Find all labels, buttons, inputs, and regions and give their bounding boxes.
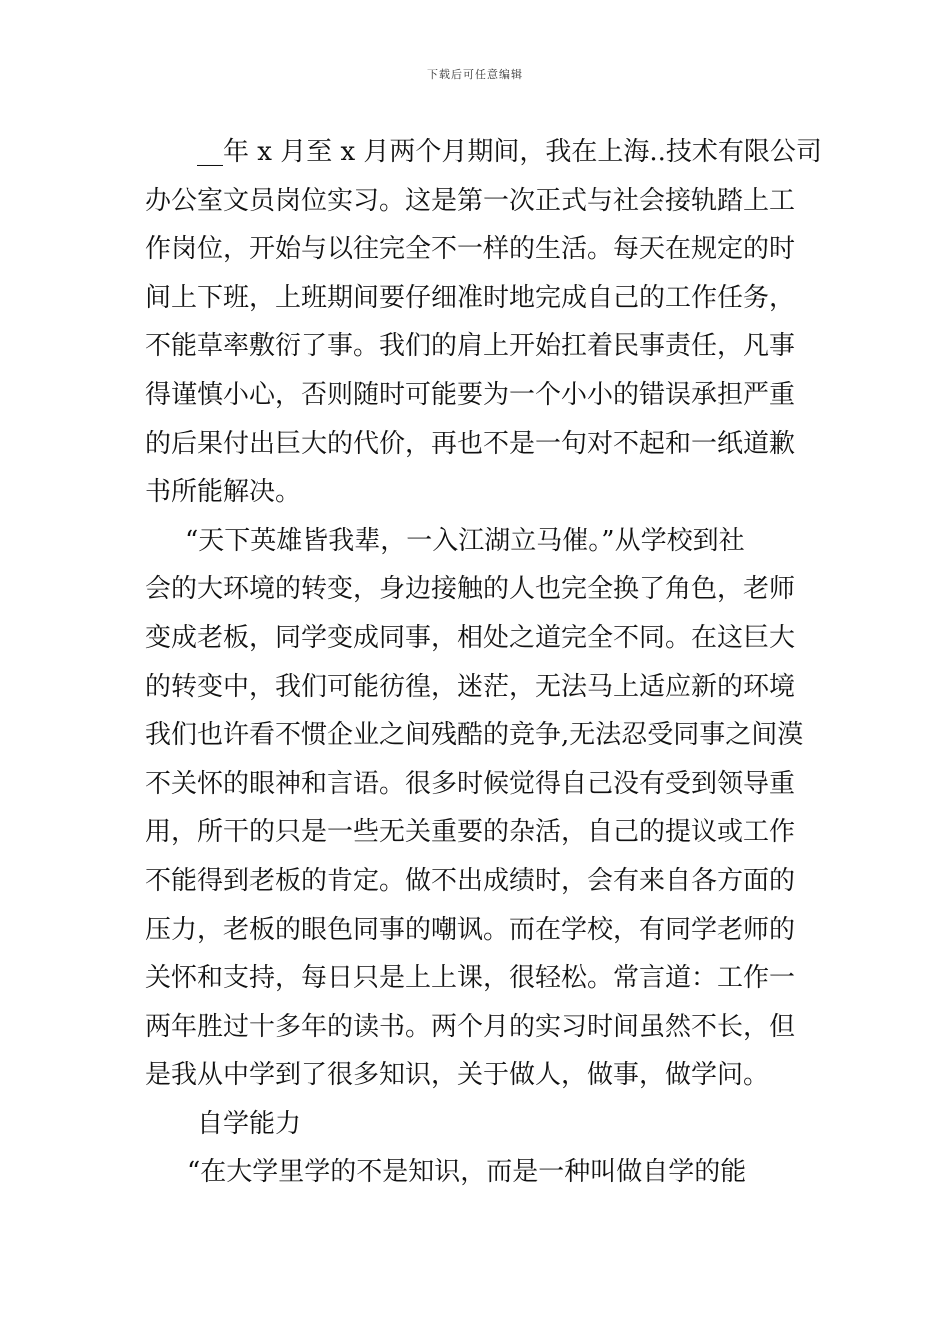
paragraph-1-line-7: 的后果付出巨大的代价，再也不是一句对不起和一纸道歉 [145,428,796,459]
document-body [145,128,822,1197]
paragraph-2-line-4: 的转变中，我们可能彷徨，迷茫，无法马上适应新的环境 [145,671,796,702]
paragraph-2-line-12: 是我从中学到了很多知识，关于做人，做事，做学问。 [145,1060,770,1091]
paragraph-2-line-7: 用，所干的只是一些无关重要的杂活，自己的提议或工作 [145,817,796,848]
paragraph-2-line-5: 我们也许看不惯企业之间残酷的竞争,无法忍受同事之间漠 [145,720,804,751]
paragraph-1-line-6: 得谨慎小心，否则随时可能要为一个小小的错误承担严重 [145,379,796,410]
paragraph-2-line-1: “天下英雄皆我辈，一入江湖立马催。”从学校到社 [185,525,745,556]
paragraph-1-line-5: 不能草率敷衍了事。我们的肩上开始扛着民事责任，凡事 [145,331,796,362]
paragraph-3-line-1: “在大学里学的不是知识，而是一种叫做自学的能 [187,1157,747,1188]
paragraph-2-line-8: 不能得到老板的肯定。做不出成绩时，会有来自各方面的 [145,865,796,896]
paragraph-2-line-2: 会的大环境的转变，身边接触的人也完全换了角色，老师 [145,574,796,605]
paragraph-2-line-11: 两年胜过十多年的读书。两个月的实习时间虽然不长，但 [145,1011,796,1042]
paragraph-1-line-8: 书所能解决。 [145,477,302,508]
paragraph-1-line-2: 办公室文员岗位实习。这是第一次正式与社会接轨踏上工 [145,185,796,216]
paragraph-2-line-10: 关怀和支持，每日只是上上课，很轻松。常言道：工作一 [145,963,796,994]
paragraph-2-line-3: 变成老板，同学变成同事，相处之道完全不同。在这巨大 [145,622,796,653]
section-heading: 自学能力 [197,1108,302,1139]
paragraph-2-line-9: 压力，老板的眼色同事的嘲讽。而在学校，有同学老师的 [145,914,796,945]
paragraph-1-line-4: 间上下班，上班期间要仔细准时地完成自己的工作任务， [145,282,796,313]
paragraph-1-line-3: 作岗位，开始与以往完全不一样的生活。每天在规定的时 [145,234,796,265]
page-header: 下载后可任意编辑 [427,68,523,81]
paragraph-2-line-6: 不关怀的眼神和言语。很多时候觉得自己没有受到领导重 [145,768,796,799]
paragraph-1-line-1: __年 x 月至 x 月两个月期间，我在上海..技术有限公司 [197,137,822,167]
